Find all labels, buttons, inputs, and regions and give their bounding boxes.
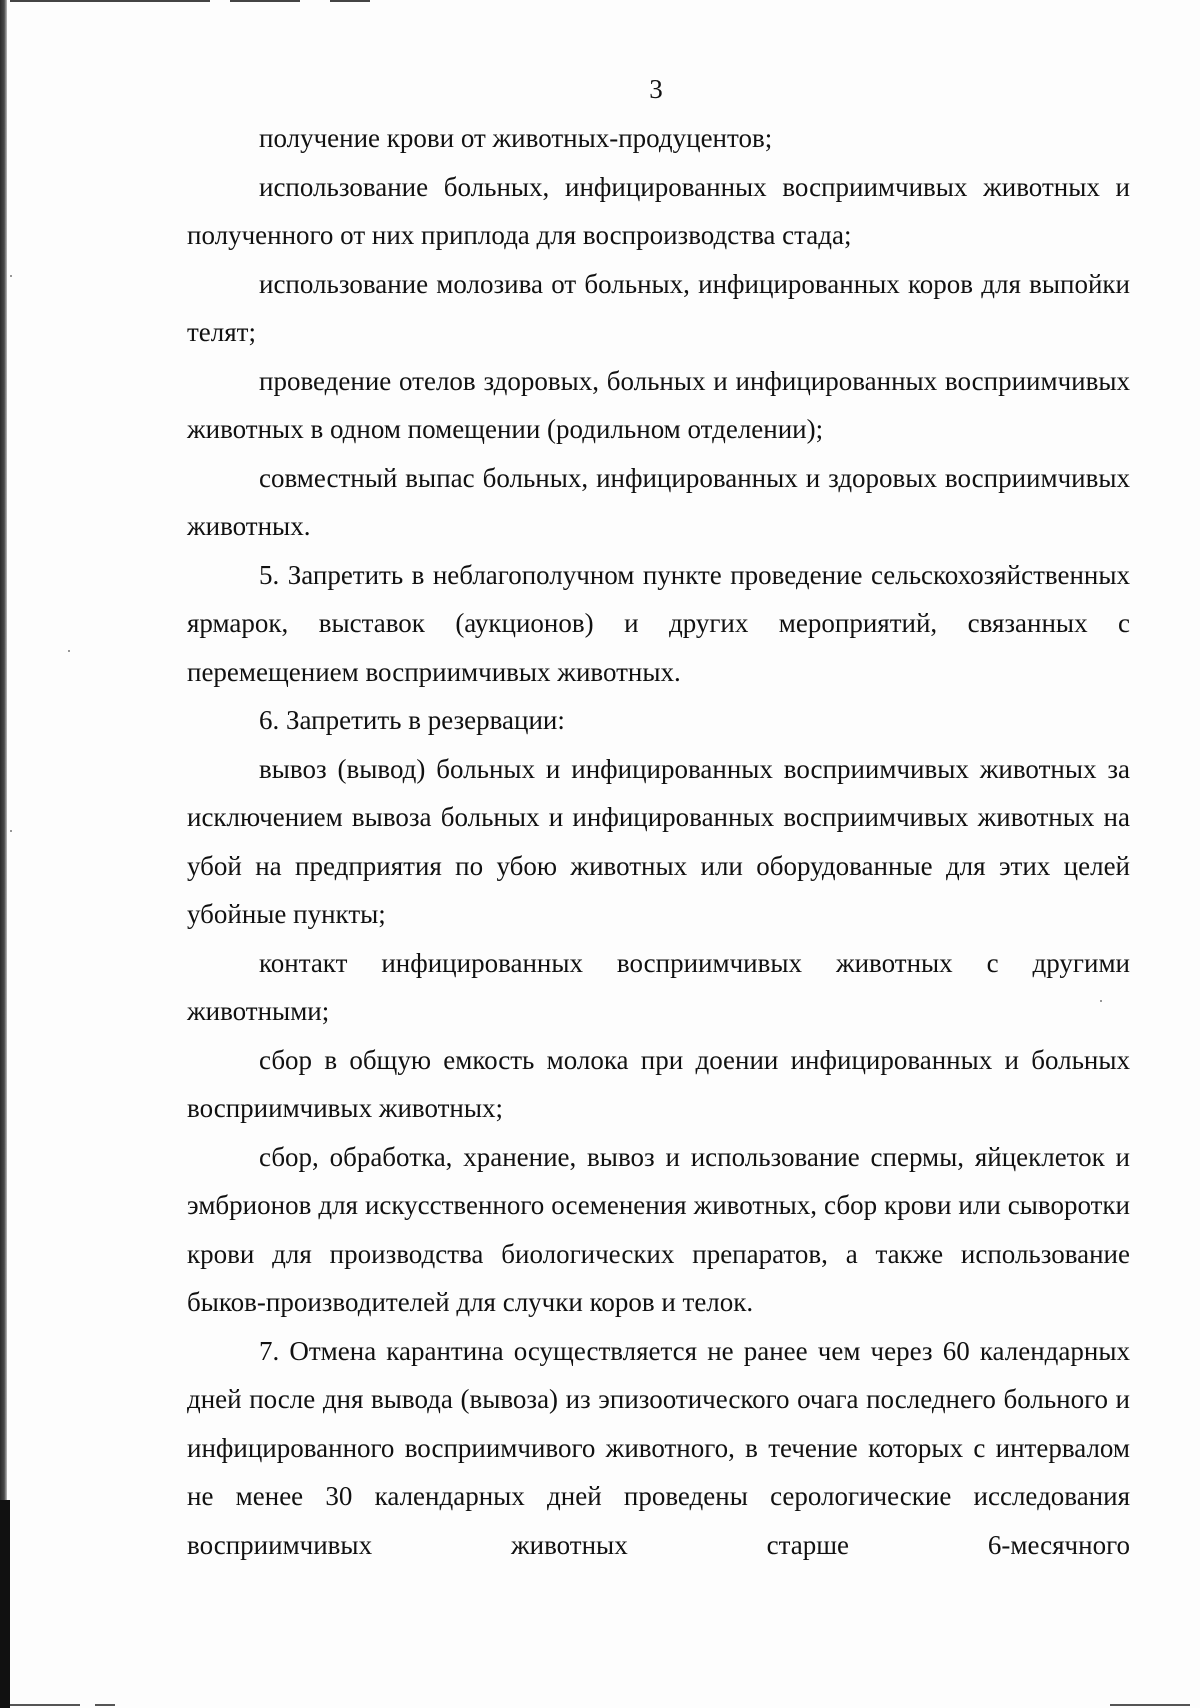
paragraph: совместный выпас больных, инфицированных и здоровых восприимчивых животных. — [187, 462, 1130, 541]
paragraph: использование больных, инфицированных восприимчивых животных и полученного от них приплода для воспроизводства стада; — [187, 171, 1130, 250]
paragraph: контакт инфицированных восприимчивых животных с другими животными; — [187, 947, 1130, 1026]
scan-bottom-artifact — [1110, 1704, 1190, 1706]
scan-top-artifact — [230, 0, 300, 2]
scan-left-edge-shadow — [0, 1500, 10, 1708]
paragraph: 7. Отмена карантина осуществляется не ранее чем через 60 календарных дней после дня вывода (вывоза) из эпизоотического очага последнего больного и инфицированного восприимчивого животного, в течение которых с интервалом не менее 30 календарных дней проведены серологические исследования восприимчивых животных старше 6-месячного — [187, 1335, 1130, 1560]
scan-speck — [10, 275, 12, 277]
paragraph: использование молозива от больных, инфицированных коров для выпойки телят; — [187, 268, 1130, 347]
scan-left-edge — [0, 0, 7, 1708]
paragraph: проведение отелов здоровых, больных и инфицированных восприимчивых животных в одном помещении (родильном отделении); — [187, 365, 1130, 444]
scan-speck — [10, 830, 12, 832]
scan-bottom-artifact — [95, 1704, 115, 1706]
scan-top-artifact — [10, 0, 210, 2]
paragraph: сбор, обработка, хранение, вывоз и использование спермы, яйцеклеток и эмбрионов для искусственного осеменения животных, сбор крови или сыворотки крови для производства биологических препаратов, а также использование быков-производителей для случки коров и телок. — [187, 1141, 1130, 1317]
scan-bottom-artifact — [10, 1704, 80, 1706]
paragraph: получение крови от животных-продуцентов; — [259, 123, 773, 153]
paragraph: 5. Запретить в неблагополучном пункте проведение сельскохозяйственных ярмарок, выставок (аукционов) и других мероприятий, связанных с перемещением восприимчивых животных. — [187, 559, 1130, 687]
paragraph: сбор в общую емкость молока при доении инфицированных и больных восприимчивых животных; — [187, 1044, 1130, 1123]
page-number: 3 — [649, 74, 663, 104]
document-body — [187, 114, 1130, 1569]
paragraph: 6. Запретить в резервации: — [259, 705, 565, 735]
scan-speck — [68, 650, 70, 652]
scan-top-artifact — [330, 0, 370, 2]
paragraph: вывоз (вывод) больных и инфицированных восприимчивых животных за исключением вывоза больных и инфицированных восприимчивых животных на убой на предприятия по убою животных или оборудованные для этих целей убойные пункты; — [187, 753, 1130, 929]
